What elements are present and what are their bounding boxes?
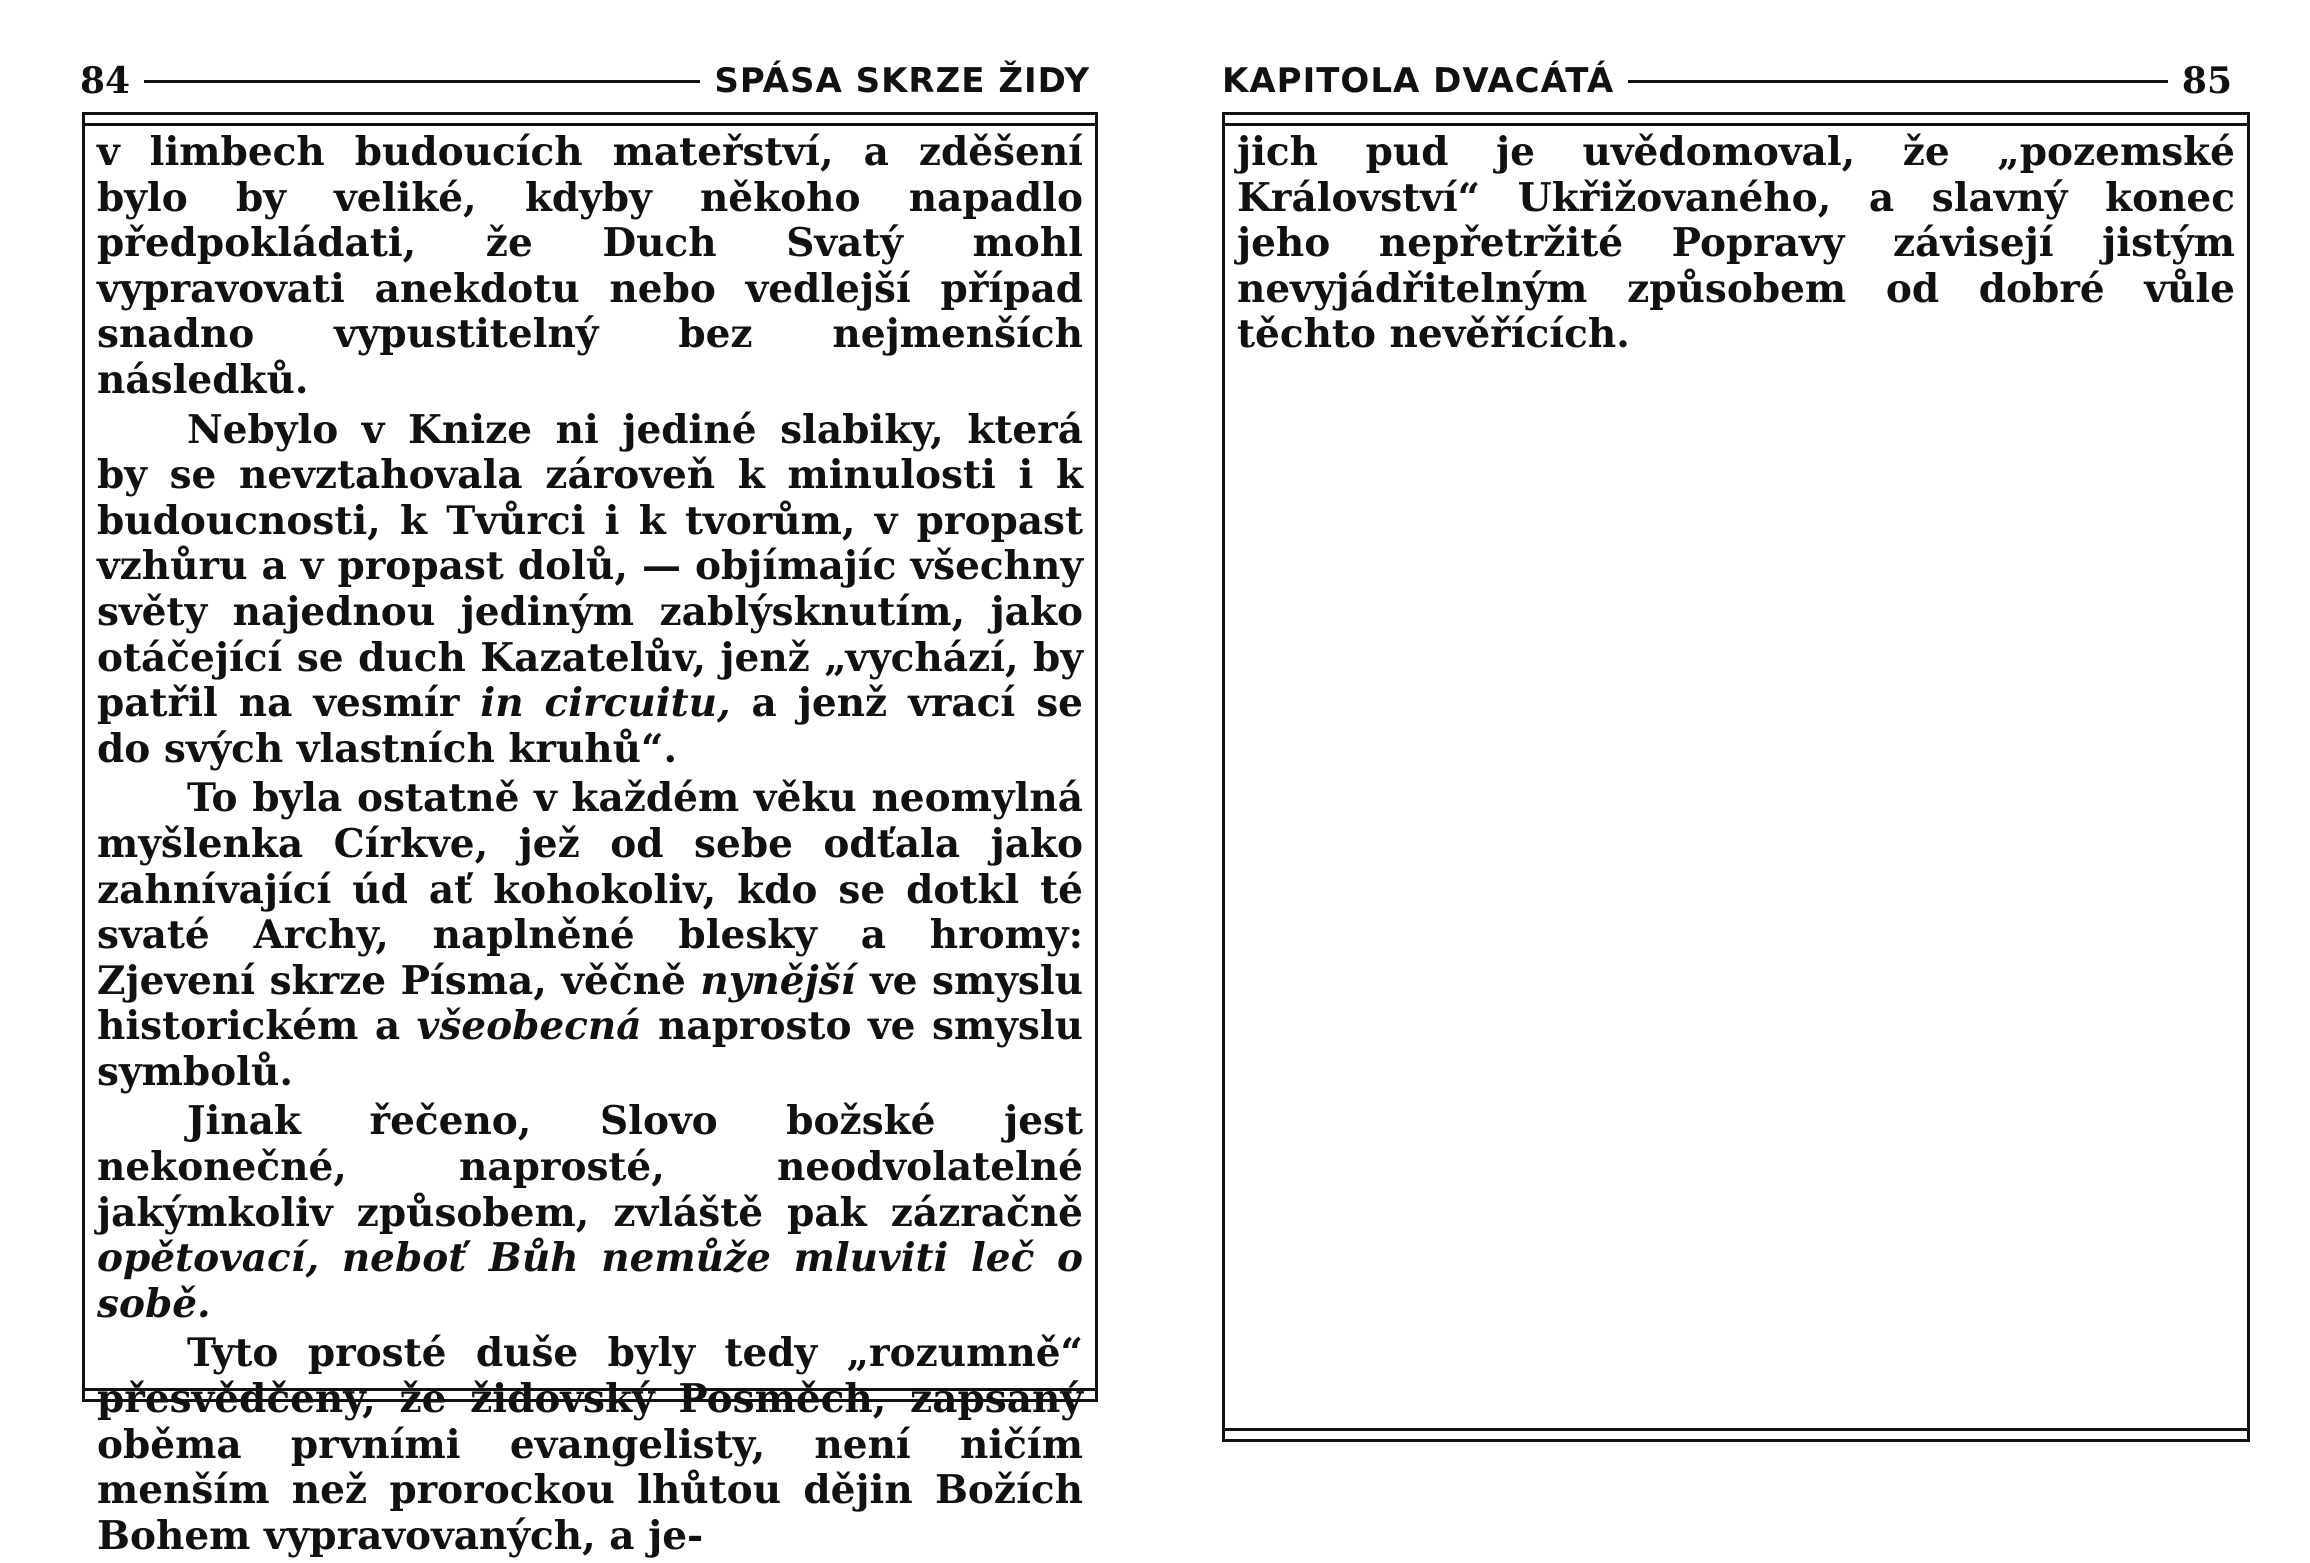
paragraph [97, 1331, 1083, 1559]
text-run: a jenž vrací se do svých vlastních kruhů“. [97, 680, 1083, 772]
text-run: Nebylo v Knize ni jediné slabiky, která by se nevztahovala zároveň k minulosti i k budoucnosti, k Tvůrci i k tvorům, v propast vzhůru a v propast dolů, — objímajíc všechny světy najednou jediným zablýsknutím, jako otáčející se duch Kazatelův, jenž „vychází, by patřil na vesmír [97, 406, 1083, 727]
text-frame-right [1222, 112, 2250, 1442]
paragraph [1237, 130, 2235, 358]
text-run: jich pud je uvědomoval, že „pozemské Království“ Ukřižovaného, a slavný konec jeho nepřetržité Popravy závisejí jistým nevyjádřitelným způsobem od dobré vůle těchto nevěřících. [1237, 129, 2235, 358]
text-run: naprosto ve smyslu symbolů. [97, 1003, 1084, 1095]
italic-text: in circuitu, [480, 680, 731, 727]
body-text-left [97, 130, 1083, 1563]
paragraph [97, 130, 1083, 404]
paragraph [97, 1099, 1083, 1327]
running-head-left: SPÁSA SKRZE ŽIDY [714, 61, 1090, 101]
right-page-header [1222, 56, 2232, 106]
text-run: Jinak řečeno, Slovo božské jest nekonečné, naprosté, neodvolatelné jakýmkoliv způsobem, zvláště pak zázračně [97, 1098, 1083, 1236]
page-number-right: 85 [2181, 60, 2232, 102]
text-frame-left [82, 112, 1098, 1559]
header-rule-left [144, 80, 700, 83]
left-page-header [80, 56, 1090, 106]
italic-text: všeobecná [416, 1003, 642, 1050]
running-head-right: KAPITOLA DVACÁTÁ [1222, 61, 1615, 101]
text-run: ve smyslu historickém a [97, 957, 1084, 1050]
italic-text: opětovací, neboť Bůh nemůže mluviti leč o sobě. [97, 1235, 1083, 1327]
header-rule-right [1628, 80, 2168, 83]
italic-text: nynější [700, 957, 856, 1004]
page-number-left: 84 [80, 60, 131, 102]
text-run: Tyto prosté duše byly tedy „rozumně“ přesvědčeny, že židovský Posměch, zapsaný oběma prvními evangelisty, není ničím menším než prorockou lhůtou dějin Božích Bohem vypravovaných, a je- [97, 1330, 1083, 1559]
paragraph [97, 408, 1083, 773]
text-run: To byla ostatně v každém věku neomylná myšlenka Církve, jež od sebe odťala jako zahnívající úd ať kohokoliv, kdo se dotkl té svaté Archy, naplněné blesky a hromy: Zjevení skrze Písma, věčně [97, 775, 1083, 1004]
right-page [1155, 0, 2310, 1500]
body-text-right [1237, 130, 2235, 362]
paragraph [97, 776, 1083, 1095]
left-page [0, 0, 1155, 1559]
text-run: v limbech budoucích mateřství, a zděšení bylo by veliké, kdyby někoho napadlo předpokládati, že Duch Svatý mohl vypravovati anekdotu nebo vedlejší případ snadno vypustitelný bez nejmenších následků. [97, 129, 1083, 403]
